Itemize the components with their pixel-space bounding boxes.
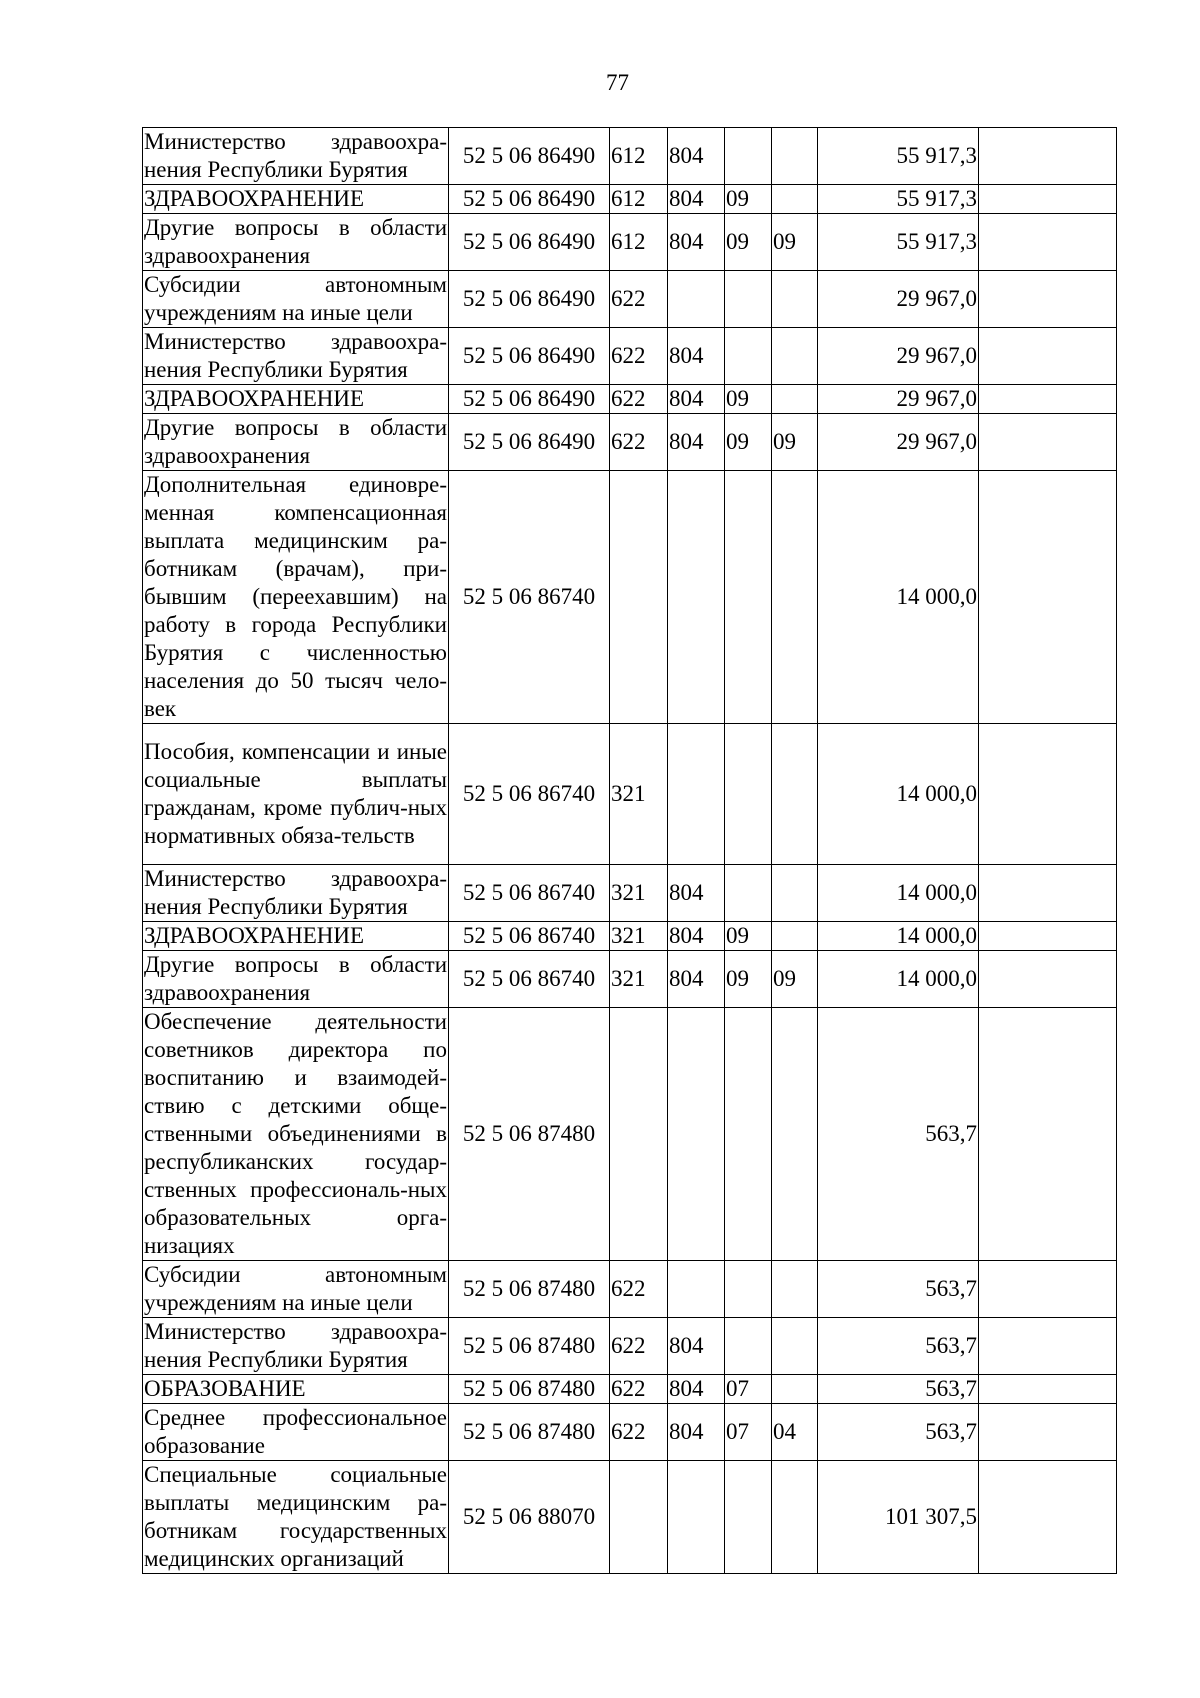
extra-cell [979,385,1117,414]
extra-cell [979,1318,1117,1375]
expense-type-cell: 612 [610,128,668,185]
extra-cell [979,328,1117,385]
subsection-code-cell [772,328,818,385]
subsection-code-cell [772,271,818,328]
item-name-cell: ЗДРАВООХРАНЕНИЕ [143,922,449,951]
extra-cell [979,1261,1117,1318]
extra-cell [979,128,1117,185]
item-name-cell: Министерство здравоохра-нения Республики Бурятия [143,865,449,922]
table-row [143,922,1117,951]
ministry-code-cell: 804 [668,385,725,414]
amount-cell: 55 917,3 [818,185,979,214]
subsection-code-cell [772,724,818,865]
section-code-cell [725,1461,772,1574]
section-code-cell [725,1008,772,1261]
extra-cell [979,724,1117,865]
amount-cell: 55 917,3 [818,214,979,271]
target-code-cell: 52 5 06 87480 [449,1318,610,1375]
subsection-code-cell [772,1008,818,1261]
extra-cell [979,271,1117,328]
extra-cell [979,1375,1117,1404]
extra-cell [979,865,1117,922]
section-code-cell: 09 [725,414,772,471]
item-name-cell: ЗДРАВООХРАНЕНИЕ [143,185,449,214]
subsection-code-cell: 09 [772,214,818,271]
target-code-cell: 52 5 06 86490 [449,328,610,385]
ministry-code-cell: 804 [668,185,725,214]
section-code-cell [725,271,772,328]
item-name-cell: Дополнительная единовре-менная компенсационная выплата медицинским ра-ботникам (врачам), при-бывшим (переехавшим) на работу в города Республики Бурятия с численностью населения до 50 тысяч чело-век [143,471,449,724]
amount-cell: 29 967,0 [818,414,979,471]
amount-cell: 29 967,0 [818,271,979,328]
table-row [143,471,1117,724]
extra-cell [979,471,1117,724]
target-code-cell: 52 5 06 86740 [449,724,610,865]
target-code-cell: 52 5 06 86490 [449,385,610,414]
target-code-cell: 52 5 06 86490 [449,271,610,328]
section-code-cell [725,471,772,724]
expense-type-cell: 321 [610,951,668,1008]
subsection-code-cell [772,865,818,922]
subsection-code-cell: 04 [772,1404,818,1461]
expense-type-cell: 321 [610,922,668,951]
item-name-cell: ЗДРАВООХРАНЕНИЕ [143,385,449,414]
ministry-code-cell: 804 [668,128,725,185]
section-code-cell: 09 [725,385,772,414]
subsection-code-cell [772,385,818,414]
ministry-code-cell [668,471,725,724]
target-code-cell: 52 5 06 86490 [449,128,610,185]
section-code-cell: 09 [725,214,772,271]
ministry-code-cell [668,724,725,865]
amount-cell: 14 000,0 [818,922,979,951]
section-code-cell [725,865,772,922]
ministry-code-cell [668,1261,725,1318]
target-code-cell: 52 5 06 86490 [449,185,610,214]
amount-cell: 14 000,0 [818,471,979,724]
expense-type-cell: 622 [610,1261,668,1318]
table-row [143,128,1117,185]
ministry-code-cell: 804 [668,1404,725,1461]
amount-cell: 563,7 [818,1375,979,1404]
item-name-cell: Обеспечение деятельности советников директора по воспитанию и взаимодей-ствию с детскими обще-ственными объединениями в республиканских государ-ственных профессиональ-ных образовательных орга-низациях [143,1008,449,1261]
target-code-cell: 52 5 06 86740 [449,951,610,1008]
amount-cell: 29 967,0 [818,328,979,385]
ministry-code-cell [668,1461,725,1574]
expense-type-cell [610,1461,668,1574]
extra-cell [979,1404,1117,1461]
extra-cell [979,1461,1117,1574]
ministry-code-cell [668,1008,725,1261]
section-code-cell [725,328,772,385]
amount-cell: 563,7 [818,1318,979,1375]
table-row [143,951,1117,1008]
section-code-cell: 09 [725,185,772,214]
item-name-cell: Другие вопросы в области здравоохранения [143,214,449,271]
table-row [143,414,1117,471]
ministry-code-cell: 804 [668,414,725,471]
amount-cell: 14 000,0 [818,724,979,865]
table-row [143,865,1117,922]
table-row [143,185,1117,214]
section-code-cell: 07 [725,1404,772,1461]
expense-type-cell: 321 [610,724,668,865]
section-code-cell [725,724,772,865]
target-code-cell: 52 5 06 87480 [449,1008,610,1261]
expense-type-cell: 622 [610,328,668,385]
table-row [143,328,1117,385]
expense-type-cell: 622 [610,414,668,471]
item-name-cell: Среднее профессиональное образование [143,1404,449,1461]
section-code-cell: 09 [725,922,772,951]
table-row [143,214,1117,271]
expense-type-cell: 622 [610,385,668,414]
subsection-code-cell [772,128,818,185]
extra-cell [979,185,1117,214]
expense-type-cell: 622 [610,1318,668,1375]
table-body [143,128,1117,1574]
extra-cell [979,414,1117,471]
ministry-code-cell: 804 [668,214,725,271]
table-row [143,271,1117,328]
item-name-cell: Субсидии автономным учреждениям на иные цели [143,1261,449,1318]
ministry-code-cell [668,271,725,328]
subsection-code-cell [772,1461,818,1574]
ministry-code-cell: 804 [668,328,725,385]
ministry-code-cell: 804 [668,1318,725,1375]
table-row [143,724,1117,865]
target-code-cell: 52 5 06 87480 [449,1261,610,1318]
subsection-code-cell [772,922,818,951]
extra-cell [979,1008,1117,1261]
table-row [143,1404,1117,1461]
subsection-code-cell [772,1318,818,1375]
table-row [143,1461,1117,1574]
ministry-code-cell: 804 [668,1375,725,1404]
amount-cell: 55 917,3 [818,128,979,185]
ministry-code-cell: 804 [668,951,725,1008]
target-code-cell: 52 5 06 86740 [449,471,610,724]
subsection-code-cell: 09 [772,414,818,471]
amount-cell: 563,7 [818,1008,979,1261]
item-name-cell: Специальные социальные выплаты медицинским ра-ботникам государственных медицинских организаций [143,1461,449,1574]
expense-type-cell: 612 [610,185,668,214]
target-code-cell: 52 5 06 86490 [449,414,610,471]
amount-cell: 14 000,0 [818,951,979,1008]
expense-type-cell: 622 [610,271,668,328]
item-name-cell: ОБРАЗОВАНИЕ [143,1375,449,1404]
expense-type-cell [610,471,668,724]
target-code-cell: 52 5 06 86740 [449,922,610,951]
table-row [143,1261,1117,1318]
expense-type-cell [610,1008,668,1261]
item-name-cell: Министерство здравоохра-нения Республики Бурятия [143,128,449,185]
section-code-cell [725,1261,772,1318]
target-code-cell: 52 5 06 86490 [449,214,610,271]
extra-cell [979,214,1117,271]
item-name-cell: Субсидии автономным учреждениям на иные цели [143,271,449,328]
budget-table [142,127,1117,1574]
ministry-code-cell: 804 [668,865,725,922]
subsection-code-cell: 09 [772,951,818,1008]
expense-type-cell: 612 [610,214,668,271]
table-row [143,1318,1117,1375]
amount-cell: 101 307,5 [818,1461,979,1574]
section-code-cell: 09 [725,951,772,1008]
extra-cell [979,922,1117,951]
section-code-cell [725,1318,772,1375]
amount-cell: 14 000,0 [818,865,979,922]
item-name-cell: Другие вопросы в области здравоохранения [143,951,449,1008]
ministry-code-cell: 804 [668,922,725,951]
extra-cell [979,951,1117,1008]
table-row [143,1008,1117,1261]
expense-type-cell: 622 [610,1404,668,1461]
target-code-cell: 52 5 06 87480 [449,1404,610,1461]
amount-cell: 563,7 [818,1404,979,1461]
target-code-cell: 52 5 06 88070 [449,1461,610,1574]
subsection-code-cell [772,185,818,214]
target-code-cell: 52 5 06 86740 [449,865,610,922]
subsection-code-cell [772,1375,818,1404]
item-name-cell: Другие вопросы в области здравоохранения [143,414,449,471]
subsection-code-cell [772,471,818,724]
page-number: 77 [606,70,629,95]
item-name-cell: Пособия, компенсации и иные социальные выплаты гражданам, кроме публич-ных нормативных обяза-тельств [143,724,449,865]
item-name-cell: Министерство здравоохра-нения Республики Бурятия [143,328,449,385]
amount-cell: 563,7 [818,1261,979,1318]
item-name-cell: Министерство здравоохра-нения Республики Бурятия [143,1318,449,1375]
section-code-cell: 07 [725,1375,772,1404]
section-code-cell [725,128,772,185]
amount-cell: 29 967,0 [818,385,979,414]
table-row [143,385,1117,414]
target-code-cell: 52 5 06 87480 [449,1375,610,1404]
subsection-code-cell [772,1261,818,1318]
expense-type-cell: 321 [610,865,668,922]
table-row [143,1375,1117,1404]
expense-type-cell: 622 [610,1375,668,1404]
